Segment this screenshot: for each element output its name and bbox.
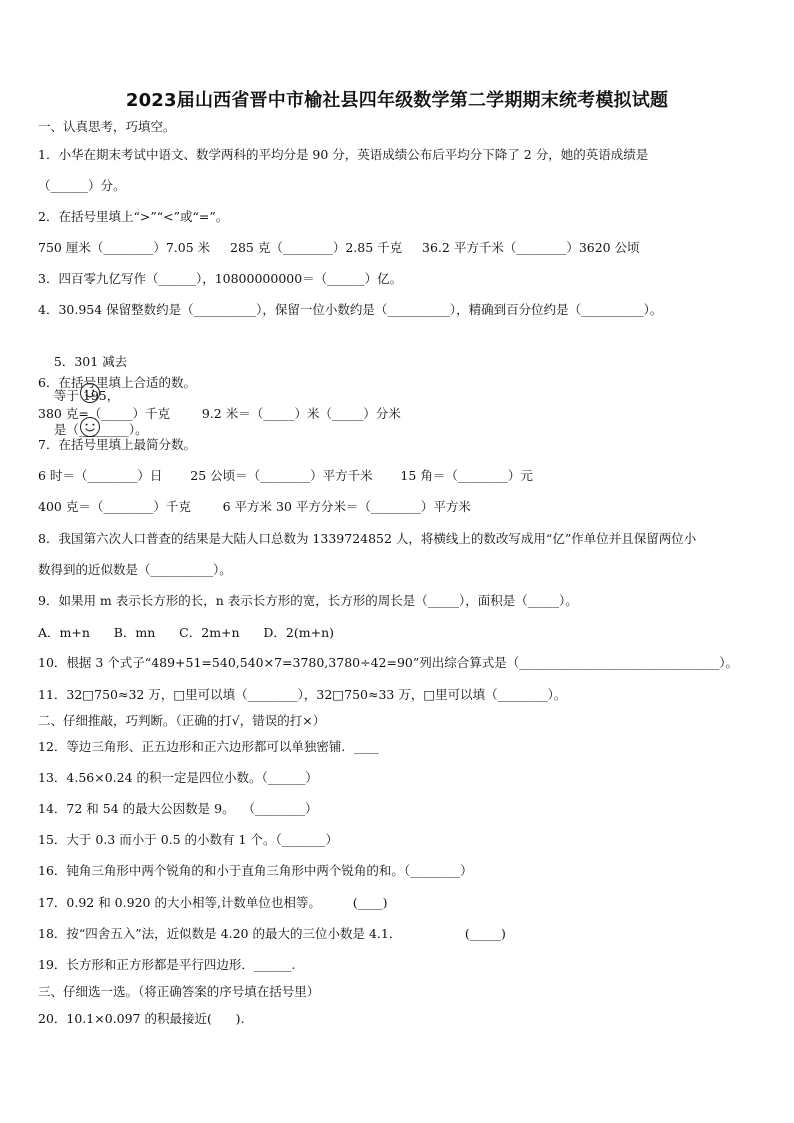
question-7-items-2: 400 克＝（________）千克 6 平方米 30 平方分米＝（________）平方米 <box>38 499 471 514</box>
question-16: 16．钝角三角形中两个锐角的和小于直角三角形中两个锐角的和。（________） <box>38 863 473 878</box>
question-12: 12．等边三角形、正五边形和正六边形都可以单独密铺．____ <box>38 739 379 754</box>
section-heading-3: 三、仔细选一选。（将正确答案的序号填在括号里） <box>38 984 320 999</box>
question-19: 19．长方形和正方形都是平行四边形．______. <box>38 957 296 972</box>
question-8-line-2: 数得到的近似数是（__________）。 <box>38 562 232 577</box>
question-5-part-c: 是（________）。 <box>53 422 148 437</box>
question-5-part-a: 5．301 减去 <box>53 354 128 369</box>
question-20: 20．10.1×0.097 的积最接近( ). <box>38 1011 245 1026</box>
question-7: 7．在括号里填上最简分数。 <box>38 437 196 452</box>
question-8-line-1: 8．我国第六次人口普查的结果是大陆人口总数为 1339724852 人，将横线上的数改写成用“亿”作单位并且保留两位小 <box>38 531 697 546</box>
question-17: 17．0.92 和 0.920 的大小相等,计数单位也相等。 (____) <box>38 895 388 910</box>
section-heading-1: 一、认真思考，巧填空。 <box>38 119 176 134</box>
question-6: 6．在括号里填上合适的数。 <box>38 375 196 390</box>
question-10: 10．根据 3 个式子“489+51=540,540×7=3780,3780÷42=90”列出综合算式是（________________________________）。 <box>38 655 738 670</box>
question-5-part-b: 等于 195， <box>53 388 120 403</box>
question-2: 2．在括号里填上“>”“<”或“=”。 <box>38 209 229 224</box>
question-1-line-2: （______）分。 <box>38 178 126 193</box>
page-title: 2023届山西省晋中市榆社县四年级数学第二学期期末统考模拟试题 <box>125 90 669 111</box>
question-14: 14．72 和 54 的最大公因数是 9。 （________） <box>38 801 318 816</box>
question-18: 18．按“四舍五入”法，近似数是 4.20 的最大的三位小数是 4.1． (_____) <box>38 926 506 941</box>
question-4: 4．30.954 保留整数约是（__________），保留一位小数约是（__________），精确到百分位约是（__________）。 <box>38 302 663 317</box>
question-2-items: 750 厘米（________）7.05 米 285 克（________）2.85 千克 36.2 平方千米（________）3620 公顷 <box>38 240 640 255</box>
section-heading-2: 二、仔细推敲，巧判断。（正确的打√，错误的打×） <box>38 713 326 728</box>
question-1-line-1: 1．小华在期末考试中语文、数学两科的平均分是 90 分，英语成绩公布后平均分下降了 2 分，她的英语成绩是 <box>38 147 649 162</box>
question-3: 3．四百零九亿写作（______），10800000000＝（______）亿。 <box>38 271 403 286</box>
question-9: 9．如果用 m 表示长方形的长，n 表示长方形的宽，长方形的周长是（_____），面积是（_____）。 <box>38 593 578 608</box>
question-6-items: 380 克=（_____）千克 9.2 米＝（_____）米（_____）分米 <box>38 406 401 421</box>
question-13: 13．4.56×0.24 的积一定是四位小数。（______） <box>38 770 318 785</box>
question-9-options: A．m+n B．mn C．2m+n D．2(m+n) <box>38 625 335 640</box>
question-15: 15．大于 0.3 而小于 0.5 的小数有 1 个。（_______） <box>38 832 338 847</box>
question-7-items-1: 6 时＝（________）日 25 公顷＝（________）平方千米 15 角＝（________）元 <box>38 468 533 483</box>
question-11: 11．32□750≈32 万，□里可以填（________），32□750≈33 万，□里可以填（________）。 <box>38 687 567 702</box>
